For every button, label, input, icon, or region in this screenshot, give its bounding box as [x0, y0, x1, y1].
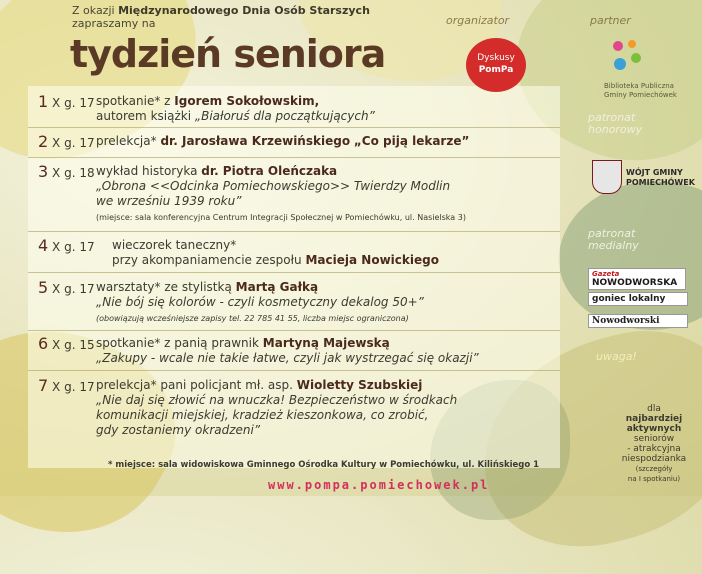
event-topic: gdy zostaniemy okradzeni” [96, 423, 261, 437]
intro-bold: Międzynarodowego Dnia Osób Starszych [118, 4, 370, 17]
event-7 [38, 376, 458, 437]
promo-l6: niespodzianka [621, 454, 687, 464]
promo-l2: najbardziej [625, 414, 683, 424]
event-time: g. 17 [64, 380, 95, 394]
event-details [96, 134, 469, 149]
event-2 [38, 132, 470, 151]
event-location: (miejsce: sala konferencyjna Centrum Integracji Społecznej w Pomiechówku, ul. Nasielska 3) [96, 213, 466, 222]
patronat-medialny-label [588, 228, 639, 252]
media1-name: NOWODWORSKA [592, 278, 678, 288]
event-details [112, 238, 439, 268]
event-text: prelekcja* [96, 134, 157, 148]
pompa-logo [466, 38, 526, 92]
event-topic: „Nie bój się kolorów - czyli kosmetyczny dekalog 50+” [96, 295, 424, 309]
intro-prefix: Z okazji [72, 4, 115, 17]
event-time: g. 15 [64, 338, 95, 352]
library-name [604, 82, 677, 100]
event-month: X [52, 96, 61, 110]
event-text: autorem książki [96, 109, 192, 123]
divider [28, 127, 560, 128]
media1-top: Gazeta [592, 270, 620, 278]
event-month: X [52, 282, 61, 296]
pompa-logo-text: Dyskusy [477, 53, 515, 63]
page-title: tydzień seniora [70, 32, 386, 76]
event-day: 2 [38, 132, 49, 151]
event-person: Wioletty Szubskiej [296, 378, 423, 392]
event-person: dr. Jarosława Krzewińskiego [160, 134, 351, 148]
event-text: przy akompaniamencie zespołu [112, 253, 302, 267]
promo-l3: aktywnych [626, 424, 682, 434]
event-details [96, 336, 479, 366]
event-text: wieczorek taneczny* [112, 238, 237, 252]
divider [28, 157, 560, 158]
event-day: 4 [38, 236, 49, 255]
event-day: 7 [38, 376, 49, 395]
event-text: spotkanie* z panią prawnik [96, 336, 259, 350]
library-logo-icon [606, 36, 646, 76]
divider [28, 370, 560, 371]
promo-l8: na I spotkaniu) [627, 475, 681, 483]
event-day: 5 [38, 278, 49, 297]
intro-line2: zapraszamy na [72, 17, 156, 30]
library-name-l2: Gminy Pomiechówek [604, 91, 677, 99]
event-day: 3 [38, 162, 49, 181]
event-topic: komunikacji miejskiej, kradzież kieszonkowa, co zrobić, [96, 408, 429, 422]
event-note: (obowiązują wcześniejsze zapisy tel. 22 785 41 55, liczba miejsc ograniczona) [96, 314, 409, 323]
pompa-logo-name: PomPa [478, 65, 514, 75]
event-topic: „Białoruś dla początkujących” [194, 109, 375, 123]
header-intro [72, 4, 370, 30]
event-details [96, 164, 466, 225]
event-month: X [52, 338, 61, 352]
event-5 [38, 278, 424, 323]
event-1 [38, 92, 375, 123]
event-time: g. 17 [64, 240, 95, 254]
event-person: dr. Piotra Oleńczaka [201, 164, 338, 178]
wojt-name [626, 168, 695, 188]
patronat-honorowy-label [588, 112, 642, 136]
divider [28, 272, 560, 273]
patronat-l2: honorowy [588, 123, 643, 136]
promo-l7: (szczegóły [635, 465, 673, 473]
event-month: X [52, 136, 61, 150]
event-topic: we wrześniu 1939 roku” [96, 194, 242, 208]
media-logo-nowodworski: Nowodworski [588, 314, 688, 328]
library-name-l1: Biblioteka Publiczna [604, 82, 674, 90]
organizer-label: organizator [446, 14, 510, 27]
promo-l1: dla [647, 404, 661, 414]
event-details [96, 94, 375, 124]
event-text: warsztaty* ze stylistką [96, 280, 232, 294]
event-text: wykład historyka [96, 164, 198, 178]
divider [28, 330, 560, 331]
event-text: prelekcja* pani policjant mł. asp. [96, 378, 293, 392]
event-time: g. 17 [64, 136, 95, 150]
event-month: X [52, 380, 61, 394]
promo-note [614, 404, 694, 484]
event-3 [38, 162, 466, 222]
media-logo-goniec-lokalny: goniec lokalny [588, 292, 688, 306]
event-month: X [52, 240, 61, 254]
attention-label: uwaga! [596, 350, 637, 363]
event-topic: „Zakupy - wcale nie takie łatwe, czyli jak wystrzegać się okazji” [96, 351, 479, 365]
venue-footnote: * miejsce: sala widowiskowa Gminnego Ośrodka Kultury w Pomiechówku, ul. Kilińskiego 1 [108, 460, 540, 470]
event-person: Martą Gałką [235, 280, 319, 294]
event-time: g. 18 [64, 166, 95, 180]
medial-l1: patronat [588, 227, 636, 240]
event-time: g. 17 [64, 282, 95, 296]
event-person: Igorem Sokołowskim, [174, 94, 320, 108]
event-month: X [52, 166, 61, 180]
website-link[interactable]: www.pompa.pomiechowek.pl [268, 478, 490, 492]
event-topic: „Co piją lekarze” [353, 134, 470, 148]
medial-l2: medialny [588, 239, 639, 252]
promo-l5: - atrakcyjna [627, 444, 681, 454]
wojt-l1: WÓJT GMINY [626, 168, 683, 177]
event-person: Macieja Nowickiego [305, 253, 439, 267]
divider [28, 231, 560, 232]
event-topic: „Nie daj się złowić na wnuczka! Bezpieczeństwo w środkach [96, 393, 458, 407]
patronat-l1: patronat [588, 111, 636, 124]
event-day: 1 [38, 92, 49, 111]
event-4 [38, 236, 439, 267]
media-logo-gazeta-nowodworska [588, 268, 686, 290]
event-details [96, 280, 424, 326]
partner-label: partner [590, 14, 631, 27]
event-day: 6 [38, 334, 49, 353]
event-topic: „Obrona <<Odcinka Pomiechowskiego>> Twierdzy Modlin [96, 179, 451, 193]
event-time: g. 17 [64, 96, 95, 110]
event-person: Martyną Majewską [262, 336, 390, 350]
event-details [96, 378, 457, 438]
coat-of-arms-icon [592, 160, 622, 194]
promo-l4: seniorów [633, 434, 675, 444]
wojt-l2: POMIECHÓWEK [626, 178, 695, 187]
event-text: spotkanie* z [96, 94, 171, 108]
event-6 [38, 334, 479, 365]
